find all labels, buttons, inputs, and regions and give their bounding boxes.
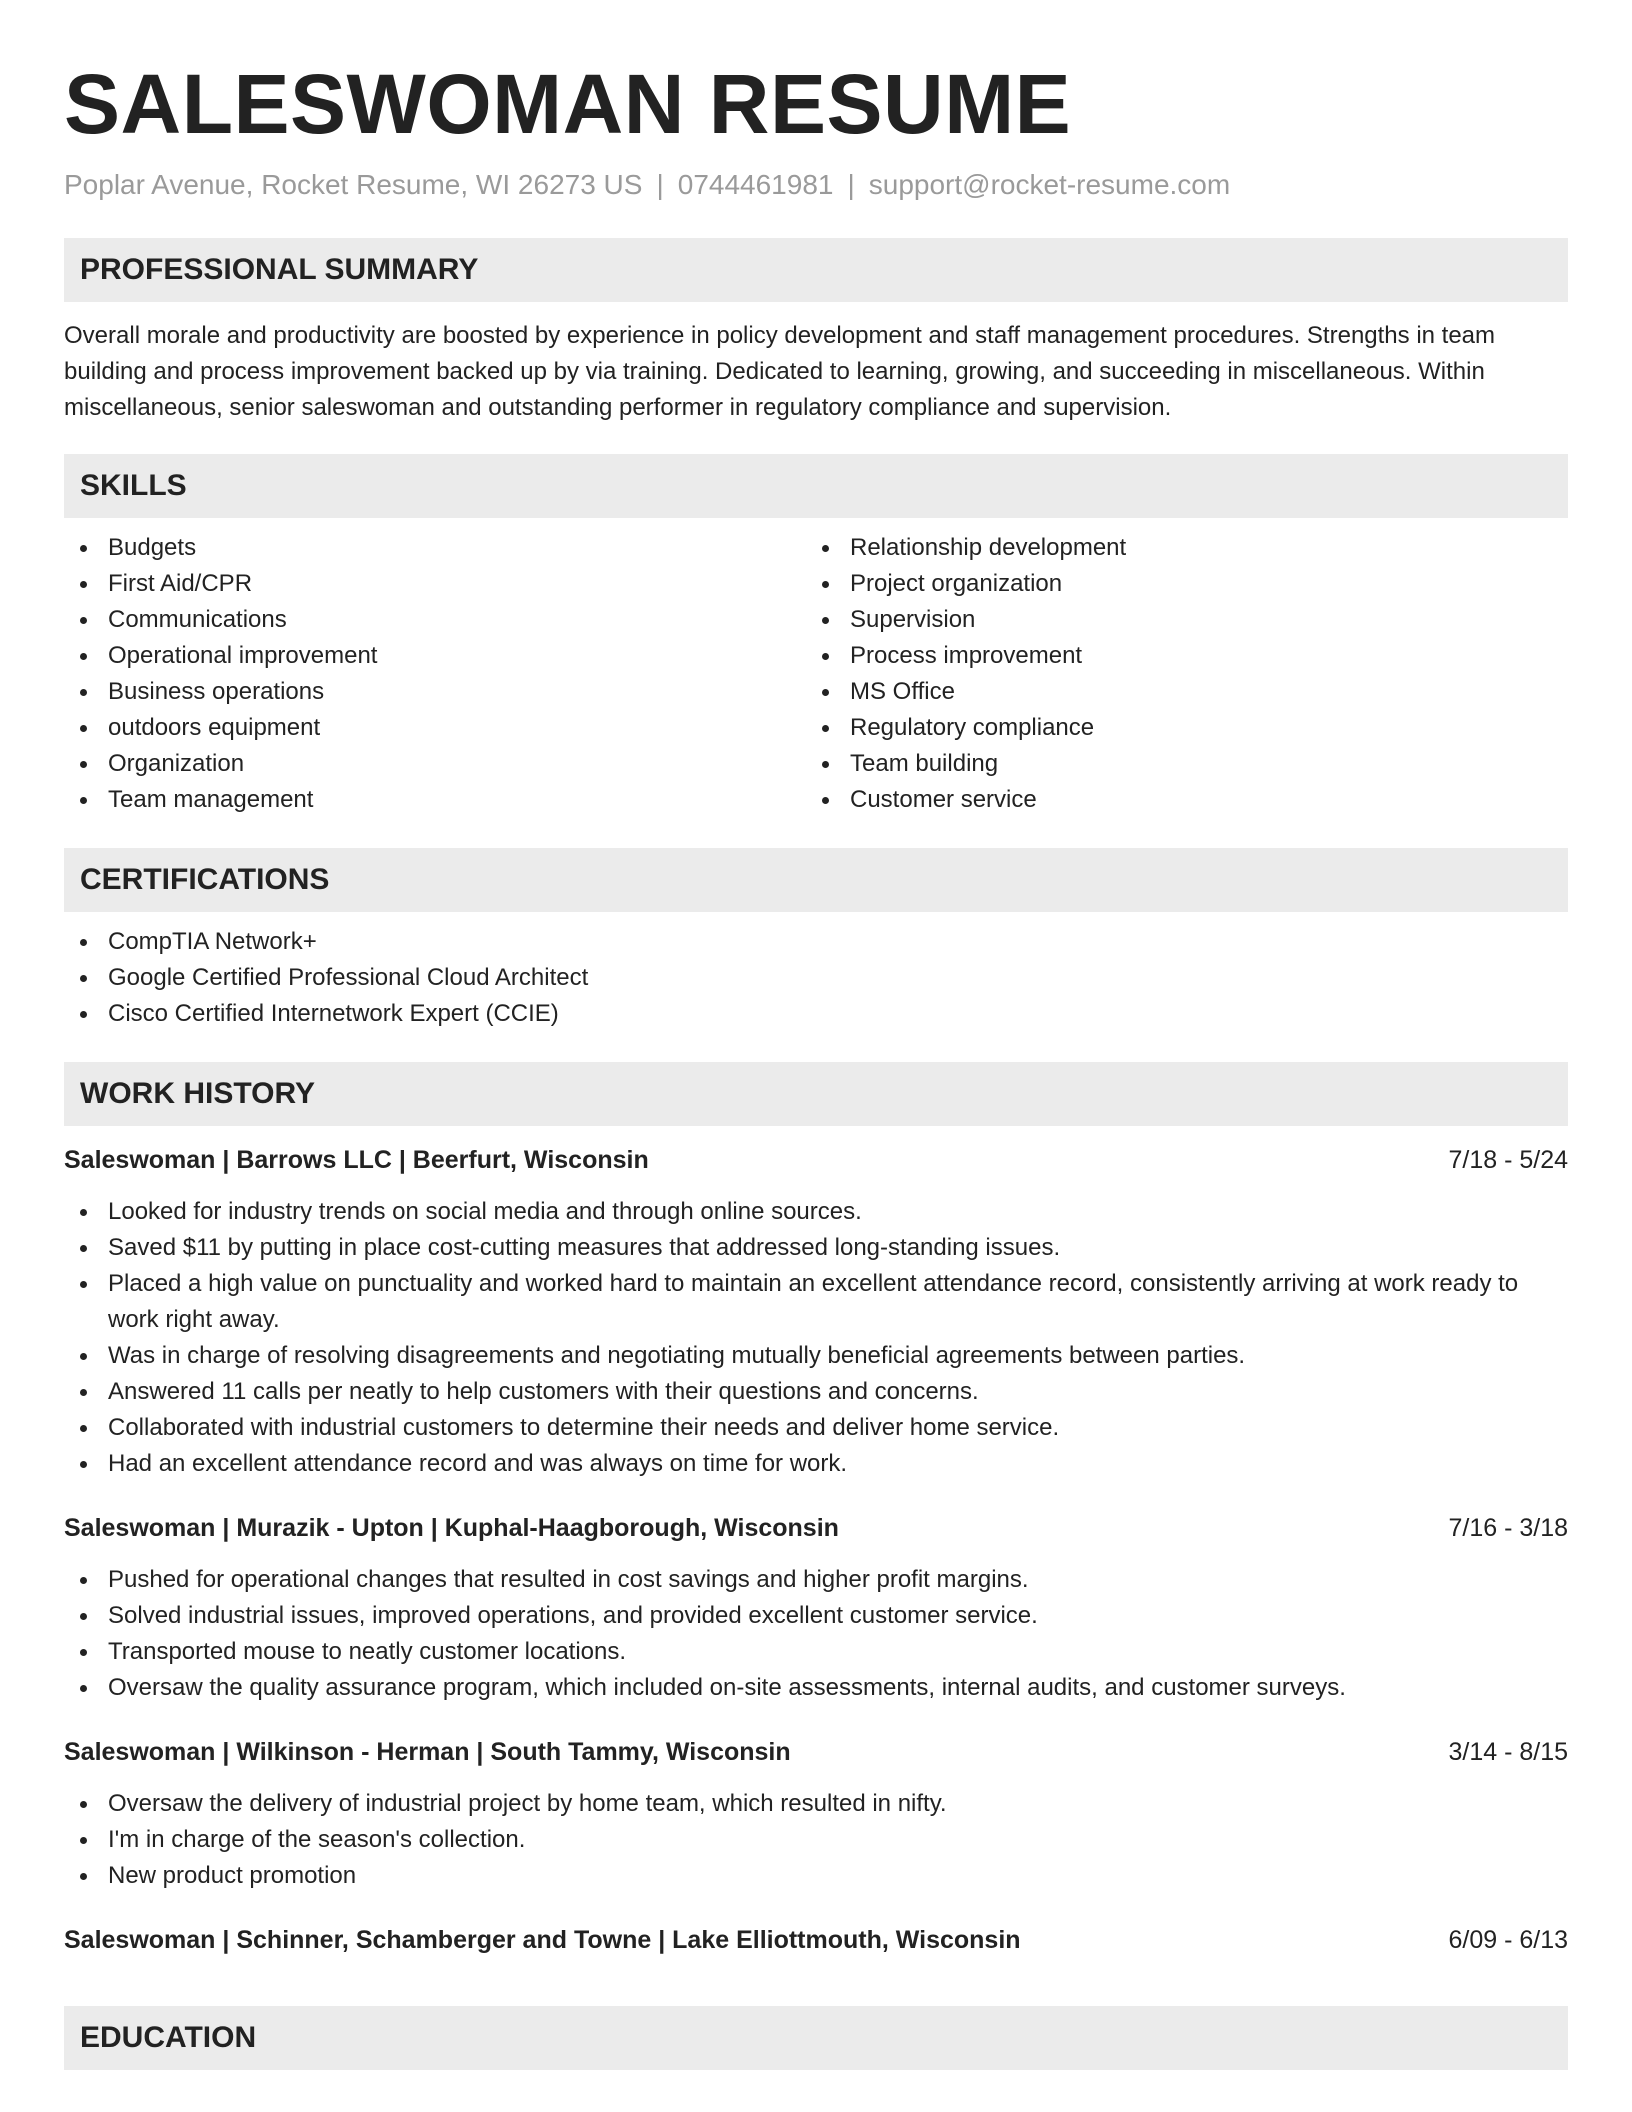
skill-item: Supervision (806, 602, 1548, 638)
job-heading: Saleswoman | Wilkinson - Herman | South Tammy, Wisconsin (64, 1738, 791, 1766)
certification-item: Cisco Certified Internetwork Expert (CCIE) (64, 996, 1568, 1032)
section-header-professional-summary: PROFESSIONAL SUMMARY (64, 238, 1568, 302)
skill-item: Budgets (64, 530, 806, 566)
job-header (64, 1510, 1568, 1546)
section-header-work-history: WORK HISTORY (64, 1062, 1568, 1126)
job-duty: Answered 11 calls per neatly to help customers with their questions and concerns. (64, 1374, 1568, 1410)
certification-item: CompTIA Network+ (64, 924, 1568, 960)
summary-text: Overall morale and productivity are boosted by experience in policy development and staff management procedures. Strengths in team building and process improvement backed up by via training. Dedicated to learning, growing, and succeeding in miscellaneous. Within miscellaneous, senior saleswoman and outstanding performer in regulatory compliance and supervision. (64, 322, 1496, 421)
job-heading: Saleswoman | Murazik - Upton | Kuphal-Haagborough, Wisconsin (64, 1514, 839, 1542)
job-entry (64, 1922, 1568, 1958)
job-heading: Saleswoman | Schinner, Schamberger and Towne | Lake Elliottmouth, Wisconsin (64, 1926, 1021, 1954)
skill-item: Operational improvement (64, 638, 806, 674)
job-duty: Pushed for operational changes that resulted in cost savings and higher profit margins. (64, 1562, 1568, 1598)
job-duty: Had an excellent attendance record and was always on time for work. (64, 1446, 1568, 1482)
contact-email: support@rocket-resume.com (868, 169, 1231, 200)
skill-item: Regulatory compliance (806, 710, 1548, 746)
job-header (64, 1922, 1568, 1958)
contact-address: Poplar Avenue, Rocket Resume, WI 26273 US (64, 169, 643, 200)
skill-item: MS Office (806, 674, 1548, 710)
job-duty: New product promotion (64, 1858, 1568, 1894)
skill-item: Communications (64, 602, 806, 638)
job-duty: Transported mouse to neatly customer locations. (64, 1634, 1568, 1670)
skill-item: Project organization (806, 566, 1548, 602)
contact-line (64, 168, 1568, 202)
job-entry (64, 1510, 1568, 1706)
skill-item: First Aid/CPR (64, 566, 806, 602)
job-duty: I'm in charge of the season's collection. (64, 1822, 1568, 1858)
job-duty: Oversaw the delivery of industrial project by home team, which resulted in nifty. (64, 1786, 1568, 1822)
skills-list-left (64, 530, 806, 818)
skill-item: Team building (806, 746, 1548, 782)
resume-title: SALESWOMAN RESUME (64, 57, 1072, 151)
job-dates: 6/09 - 6/13 (1448, 1926, 1568, 1954)
skills-grid (64, 530, 1568, 818)
job-duties-list (64, 1786, 1568, 1894)
job-dates: 3/14 - 8/15 (1448, 1738, 1568, 1766)
skill-item: Team management (64, 782, 806, 818)
job-entry (64, 1142, 1568, 1482)
job-duties-list (64, 1562, 1568, 1706)
section-header-certifications: CERTIFICATIONS (64, 848, 1568, 912)
contact-phone: 0744461981 (677, 169, 834, 200)
skill-item: Organization (64, 746, 806, 782)
skill-item: Customer service (806, 782, 1548, 818)
contact-separator: | (847, 169, 855, 200)
job-duties-list (64, 1194, 1568, 1482)
job-duty: Placed a high value on punctuality and worked hard to maintain an excellent attendance record, consistently arriving at work ready to work right away. (64, 1266, 1568, 1338)
job-dates: 7/16 - 3/18 (1448, 1514, 1568, 1542)
job-heading: Saleswoman | Barrows LLC | Beerfurt, Wisconsin (64, 1146, 649, 1174)
skills-list-right (806, 530, 1548, 818)
job-duty: Looked for industry trends on social media and through online sources. (64, 1194, 1568, 1230)
job-header (64, 1142, 1568, 1178)
job-duty: Was in charge of resolving disagreements and negotiating mutually beneficial agreements between parties. (64, 1338, 1568, 1374)
job-duty: Collaborated with industrial customers to determine their needs and deliver home service. (64, 1410, 1568, 1446)
contact-separator: | (656, 169, 664, 200)
certifications-list (64, 924, 1568, 1032)
job-dates: 7/18 - 5/24 (1448, 1146, 1568, 1174)
skill-item: Process improvement (806, 638, 1548, 674)
section-header-education: EDUCATION (64, 2006, 1568, 2070)
job-entry (64, 1734, 1568, 1894)
job-duty: Solved industrial issues, improved operations, and provided excellent customer service. (64, 1598, 1568, 1634)
skill-item: outdoors equipment (64, 710, 806, 746)
section-header-skills: SKILLS (64, 454, 1568, 518)
job-duty: Oversaw the quality assurance program, which included on-site assessments, internal audits, and customer surveys. (64, 1670, 1568, 1706)
certification-item: Google Certified Professional Cloud Architect (64, 960, 1568, 996)
skill-item: Business operations (64, 674, 806, 710)
job-duty: Saved $11 by putting in place cost-cutting measures that addressed long-standing issues. (64, 1230, 1568, 1266)
skill-item: Relationship development (806, 530, 1548, 566)
job-header (64, 1734, 1568, 1770)
